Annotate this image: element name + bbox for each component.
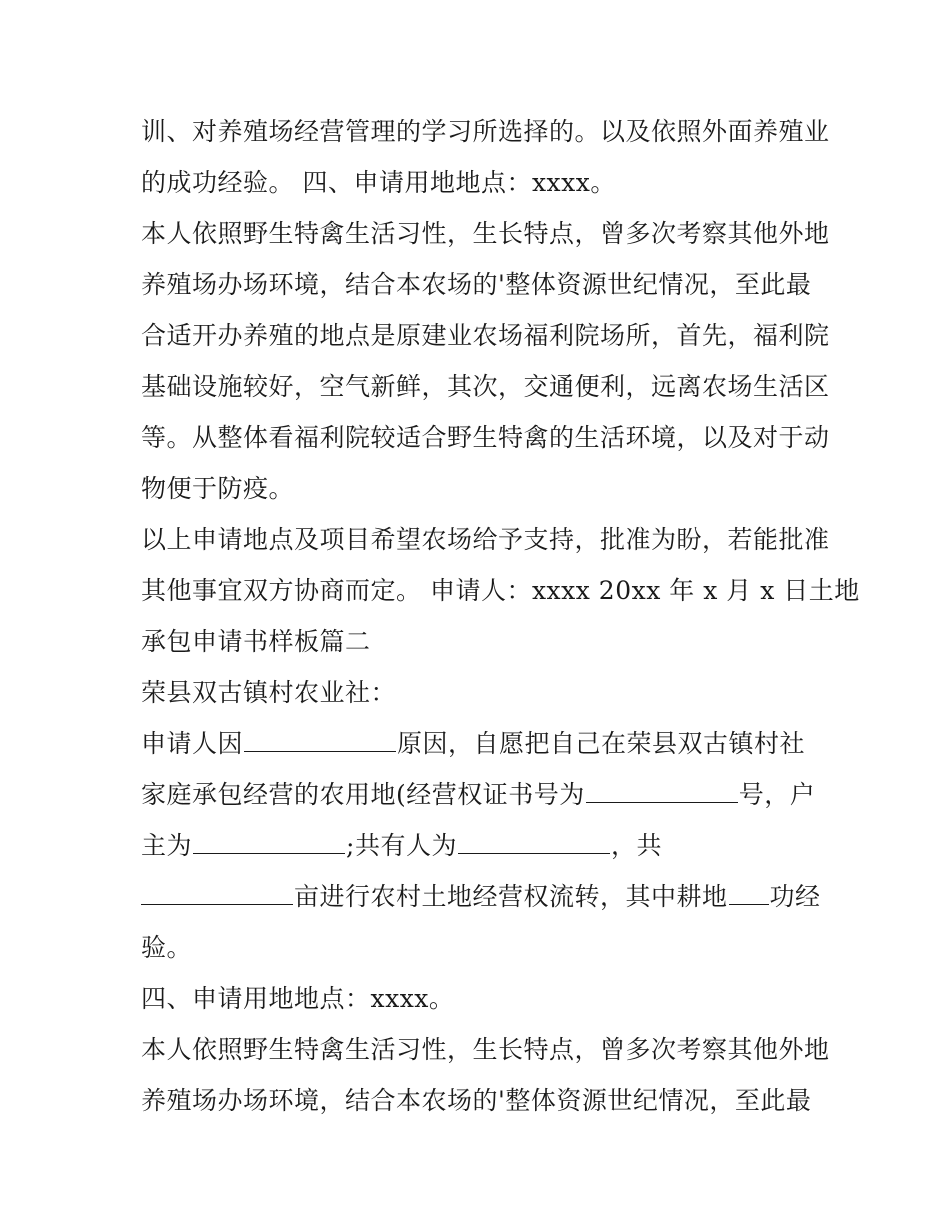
form-text: ，共	[610, 831, 662, 860]
form-text: 申请人因	[141, 729, 244, 758]
paragraph-line: 养殖场办场环境，结合本农场的'整体资源世纪情况，至此最	[141, 270, 812, 299]
paragraph-line: 合适开办养殖的地点是原建业农场福利院场所，首先，福利院	[141, 321, 830, 350]
paragraph-line: 的成功经验。 四、申请用地地点：xxxx。	[141, 168, 616, 197]
form-line-owner	[141, 820, 831, 871]
form-text: 家庭承包经营的农用地(经营权证书号为	[141, 780, 585, 809]
form-line-reason	[141, 718, 831, 769]
form-text: 原因，自愿把自己在荣县双古镇村社	[397, 729, 806, 758]
paragraph-line: 本人依照野生特禽生活习性，生长特点，曾多次考察其他外地	[141, 1035, 830, 1064]
paragraph-line: 以上申请地点及项目希望农场给予支持，批准为盼，若能批准	[141, 525, 830, 554]
fill-in-blank	[458, 823, 610, 854]
paragraph-line: 等。从整体看福利院较适合野生特禽的生活环境，以及对于动	[141, 423, 830, 452]
form-line-end: 验。	[141, 933, 193, 962]
paragraph-line: 物便于防疫。	[141, 474, 295, 503]
form-text: 功经	[769, 882, 821, 911]
section-title: 承包申请书样板篇二	[141, 627, 371, 656]
paragraph-line: 基础设施较好，空气新鲜，其次，交通便利，远离农场生活区	[141, 372, 830, 401]
fill-in-blank	[244, 721, 396, 752]
form-text: ;共有人为	[346, 831, 457, 860]
fill-in-blank	[193, 823, 345, 854]
document-body	[141, 106, 860, 1126]
fill-in-blank	[141, 874, 293, 905]
paragraph-line: 其他事宜双方协商而定。 申请人：xxxx 20xx 年 x 月 x 日土地	[141, 576, 860, 605]
fill-in-blank	[729, 874, 769, 905]
paragraph-line: 训、对养殖场经营管理的学习所选择的。以及依照外面养殖业	[141, 117, 830, 146]
form-text: 亩进行农村土地经营权流转，其中耕地	[294, 882, 728, 911]
addressee-line: 荣县双古镇村农业社：	[141, 678, 397, 707]
form-line-area	[141, 871, 831, 922]
paragraph-line: 养殖场办场环境，结合本农场的'整体资源世纪情况，至此最	[141, 1086, 812, 1115]
fill-in-blank	[586, 772, 738, 803]
section-heading: 四、申请用地地点：xxxx。	[141, 984, 455, 1013]
form-text: 号，户	[738, 780, 816, 809]
form-text: 主为	[141, 831, 193, 860]
paragraph-line: 本人依照野生特禽生活习性，生长特点，曾多次考察其他外地	[141, 219, 830, 248]
form-line-certificate	[141, 769, 831, 820]
